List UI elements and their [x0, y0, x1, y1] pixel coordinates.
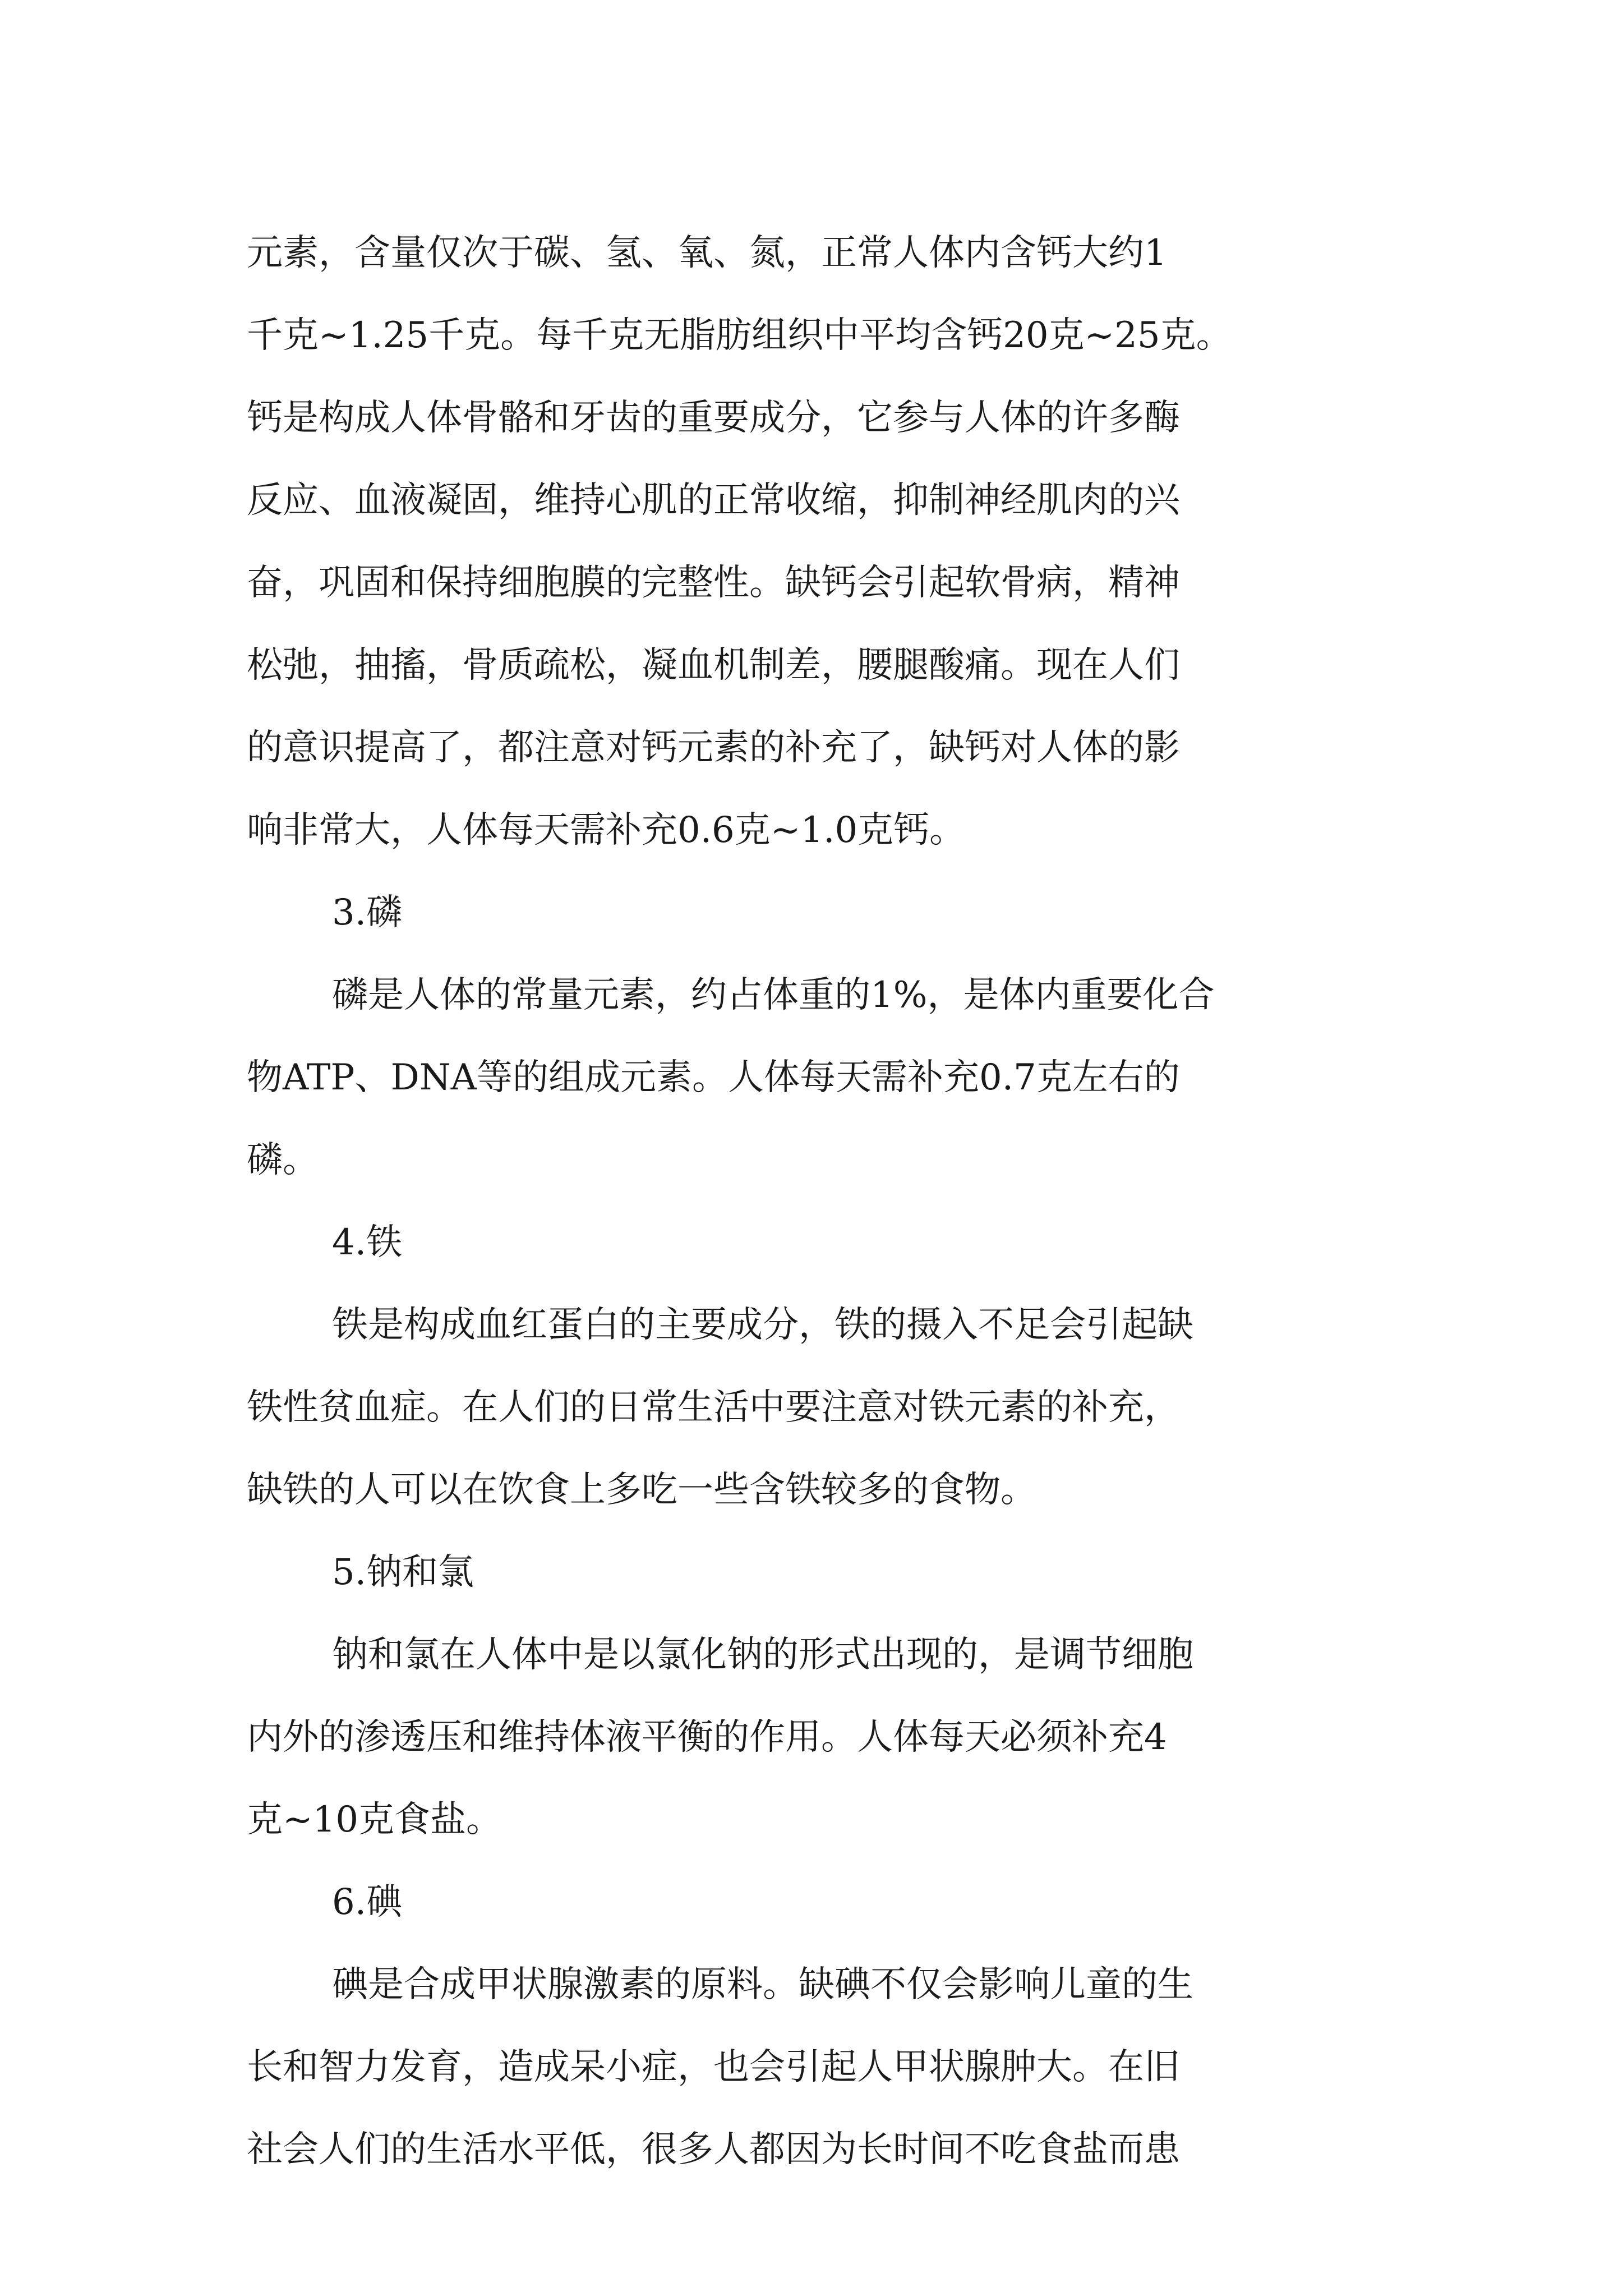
section-heading-sodium-chlorine: 5.钠和氯 [332, 1552, 474, 1593]
section-heading-phosphorus: 3.磷 [332, 892, 403, 933]
text-line: 反应、血液凝固，维持心肌的正常收缩，抑制神经肌肉的兴 [247, 480, 1180, 521]
text-line: 碘是合成甲状腺激素的原料。缺碘不仅会影响儿童的生 [332, 1964, 1193, 2005]
text-line: 钠和氯在人体中是以氯化钠的形式出现的，是调节细胞 [332, 1634, 1193, 1676]
text-line: 奋，巩固和保持细胞膜的完整性。缺钙会引起软骨病，精神 [247, 562, 1180, 604]
text-line: 磷是人体的常量元素，约占体重的1%，是体内重要化合 [332, 974, 1215, 1016]
text-line: 社会人们的生活水平低，很多人都因为长时间不吃食盐而患 [247, 2129, 1180, 2170]
text-line: 长和智力发育，造成呆小症，也会引起人甲状腺肿大。在旧 [247, 2046, 1180, 2088]
text-line: 响非常大，人体每天需补充0.6克~1.0克钙。 [247, 809, 966, 851]
section-heading-iron: 4.铁 [332, 1222, 403, 1263]
text-line: 元素，含量仅次于碳、氢、氧、氮，正常人体内含钙大约1 [247, 232, 1167, 274]
text-line: 克~10克食盐。 [247, 1799, 502, 1841]
text-line: 的意识提高了，都注意对钙元素的补充了，缺钙对人体的影 [247, 727, 1180, 769]
document-body [247, 212, 1436, 2191]
section-heading-iodine: 6.碘 [332, 1881, 403, 1923]
text-line: 内外的渗透压和维持体液平衡的作用。人体每天必须补充4 [247, 1717, 1167, 1758]
text-line: 钙是构成人体骨骼和牙齿的重要成分，它参与人体的许多酶 [247, 397, 1180, 439]
text-line: 磷。 [247, 1139, 319, 1181]
text-line: 千克~1.25千克。每千克无脂肪组织中平均含钙20克~25克。 [247, 315, 1232, 356]
text-line: 松弛，抽搐，骨质疏松，凝血机制差，腰腿酸痛。现在人们 [247, 645, 1180, 686]
text-line: 铁是构成血红蛋白的主要成分，铁的摄入不足会引起缺 [332, 1304, 1193, 1346]
text-line: 铁性贫血症。在人们的日常生活中要注意对铁元素的补充， [247, 1387, 1180, 1428]
text-line: 缺铁的人可以在饮食上多吃一些含铁较多的食物。 [247, 1469, 1036, 1511]
text-line: 物ATP、DNA等的组成元素。人体每天需补充0.7克左右的 [247, 1057, 1180, 1098]
